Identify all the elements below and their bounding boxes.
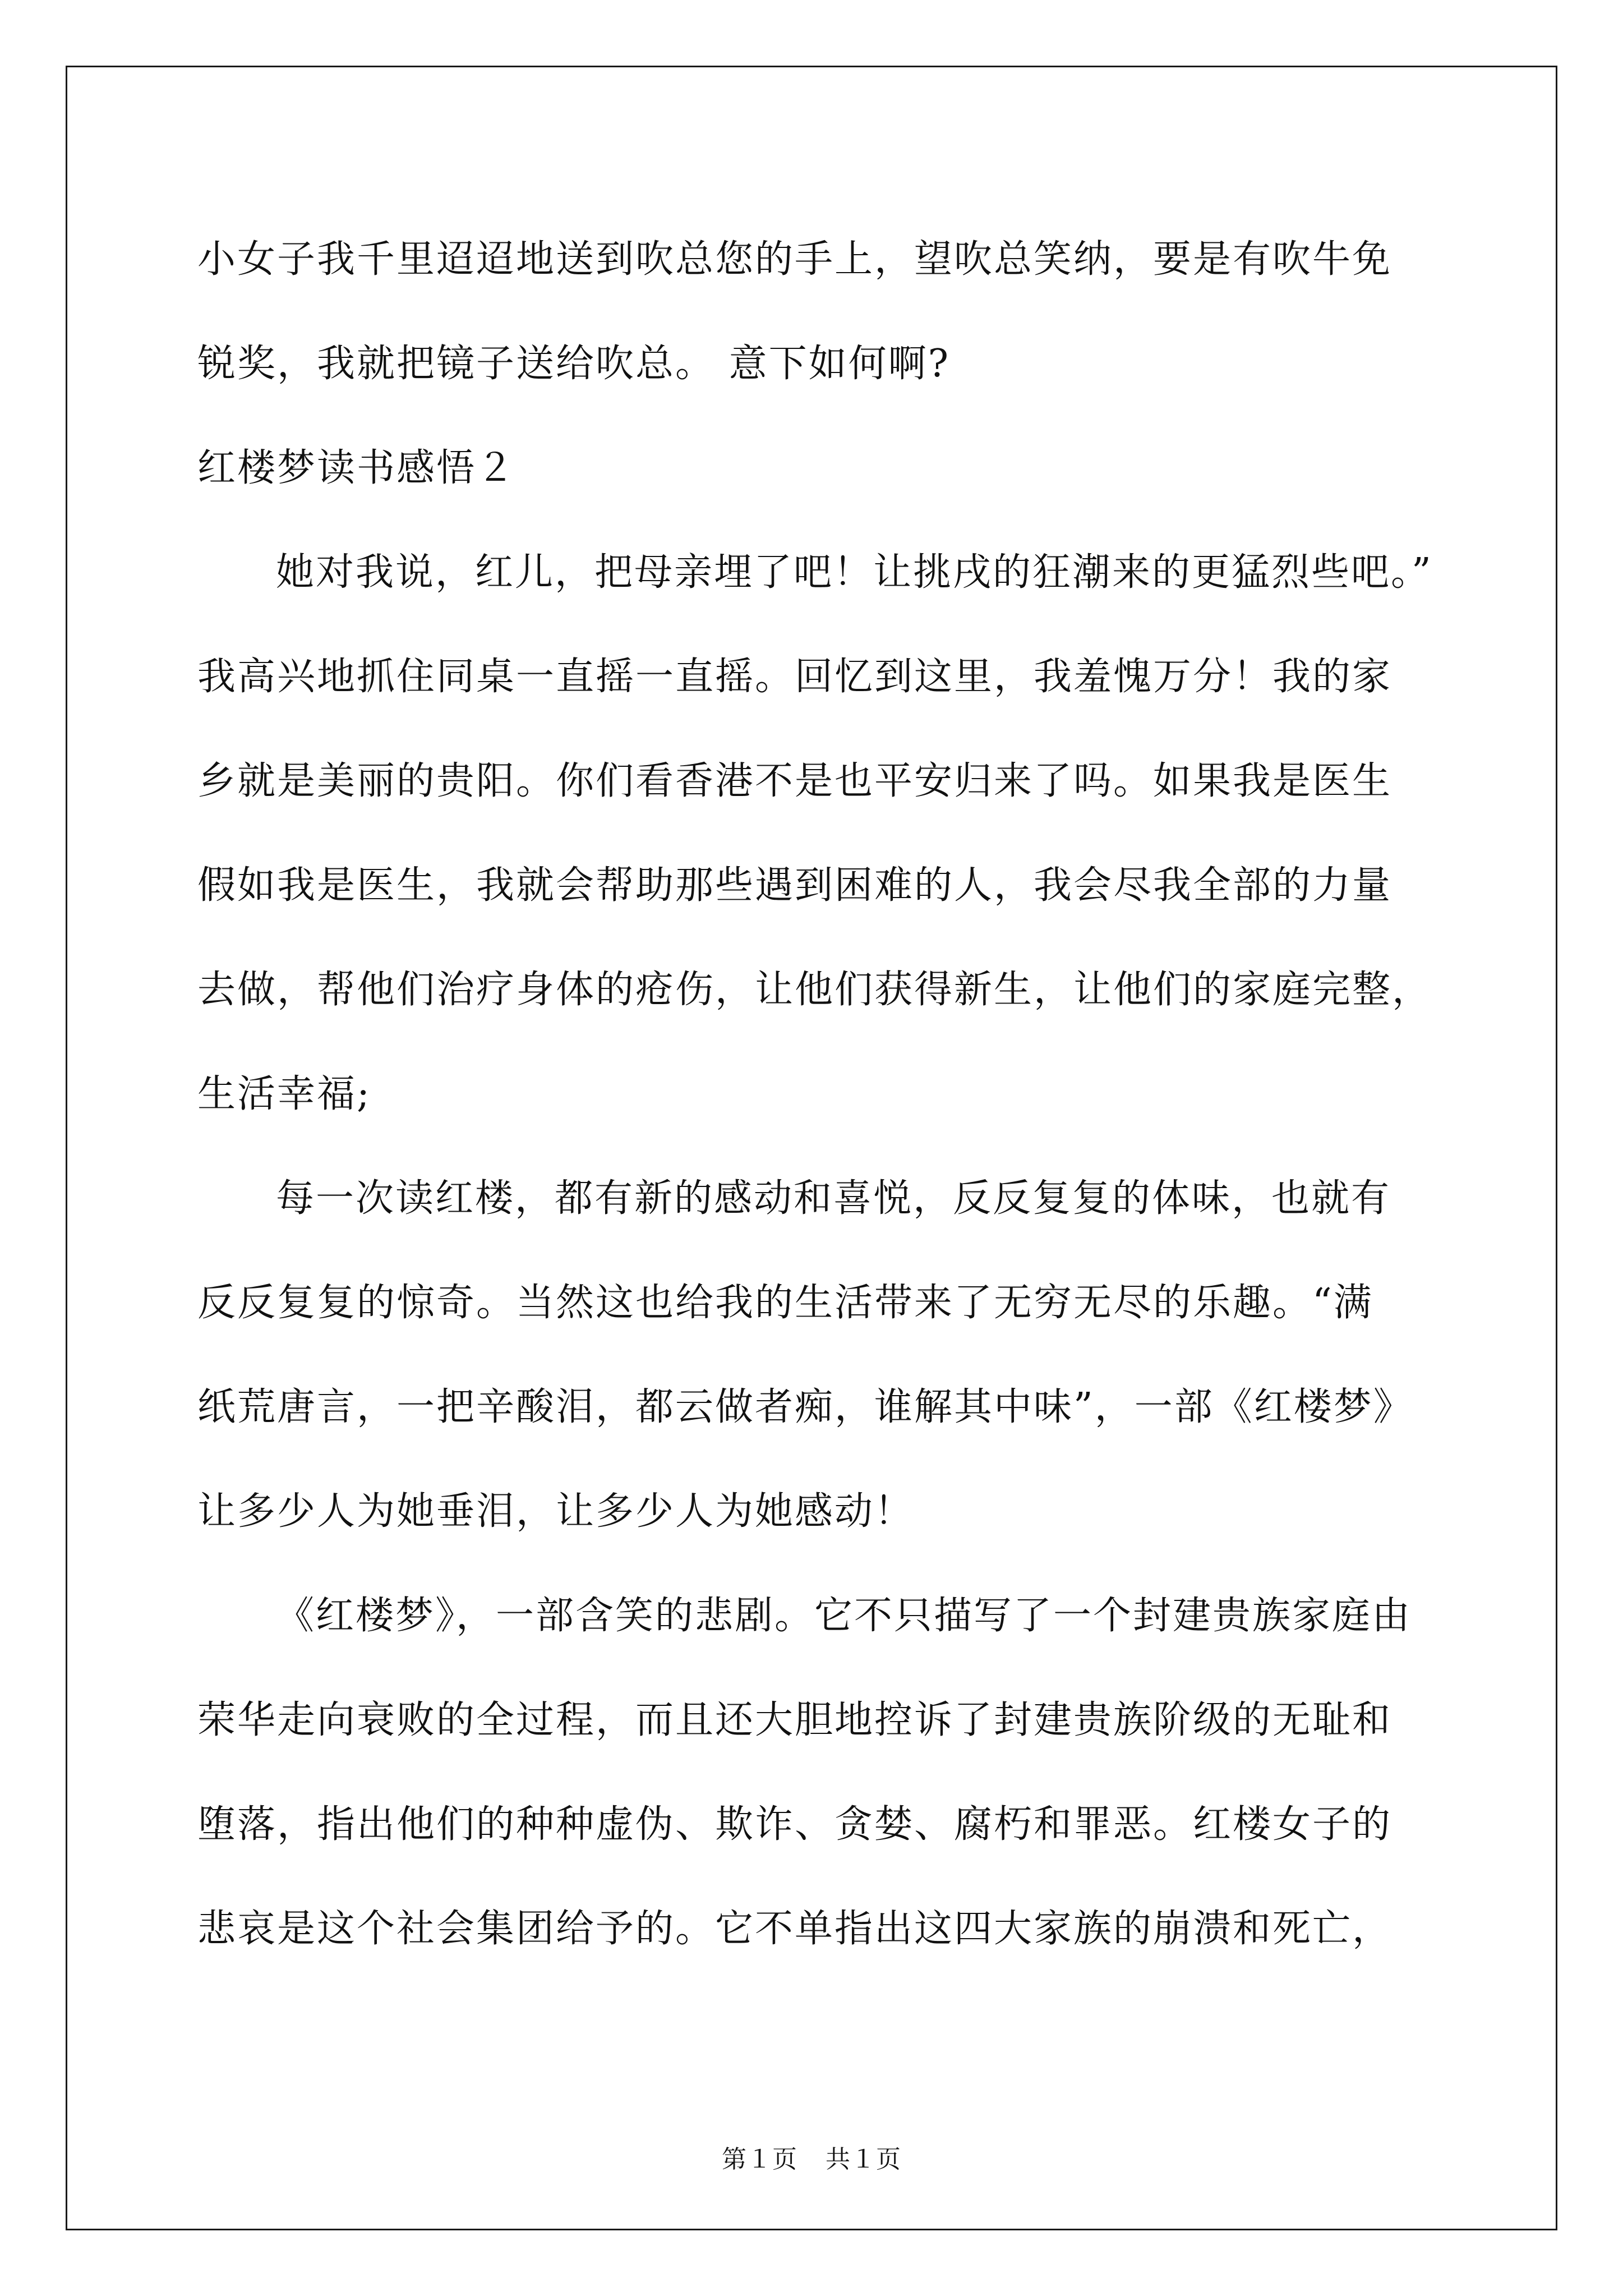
text-line: 悲哀是这个社会集团给予的。它不单指出这四大家族的崩溃和死亡， [197, 1907, 1393, 1951]
paragraph-start: 每一次读红楼，都有新的感动和喜悦，反反复复的体味，也就有 [276, 1176, 1391, 1221]
text-line: 乡就是美丽的贵阳。你们看香港不是也平安归来了吗。如果我是医生 [197, 759, 1393, 803]
text-line: 纸荒唐言，一把辛酸泪，都云做者痴，谁解其中味”，一部《红楼梦》 [197, 1385, 1413, 1429]
text-line: 堕落，指出他们的种种虚伪、欺诈、贪婪、腐朽和罪恶。红楼女子的 [197, 1802, 1393, 1847]
page-total: 共１页 [826, 2145, 901, 2174]
paragraph-start: 《红楼梦》，一部含笑的悲剧。它不只描写了一个封建贵族家庭由 [276, 1594, 1412, 1638]
text-line: 荣华走向衰败的全过程，而且还大胆地控诉了封建贵族阶级的无耻和 [197, 1698, 1393, 1742]
text-line: 假如我是医生，我就会帮助那些遇到困难的人，我会尽我全部的力量 [197, 863, 1393, 908]
text-line: 生活幸福; [197, 1072, 371, 1116]
text-line: 让多少人为她垂泪，让多少人为她感动！ [197, 1489, 915, 1534]
text-line: 去做，帮他们治疗身体的疮伤，让他们获得新生，让他们的家庭完整， [197, 968, 1432, 1012]
section-heading: 红楼梦读书感悟２ [197, 446, 517, 490]
text-line: 小女子我千里迢迢地送到吹总您的手上，望吹总笑纳，要是有吹牛免 [197, 237, 1393, 282]
paragraph-start: 她对我说，红儿，把母亲埋了吧！让挑戌的狂潮来的更猛烈些吧。” [276, 550, 1433, 595]
page-footer [0, 2143, 1623, 2177]
text-line: 反反复复的惊奇。当然这也给我的生活带来了无穷无尽的乐趣。“满 [197, 1281, 1373, 1325]
text-line: 我高兴地抓住同桌一直摇一直摇。回忆到这里，我羞愧万分！我的家 [197, 655, 1393, 699]
document-body [197, 208, 1431, 1981]
text-line: 锐奖，我就把镜子送给吹总。 意下如何啊? [197, 342, 951, 386]
page-number: 第１页 [722, 2145, 797, 2174]
